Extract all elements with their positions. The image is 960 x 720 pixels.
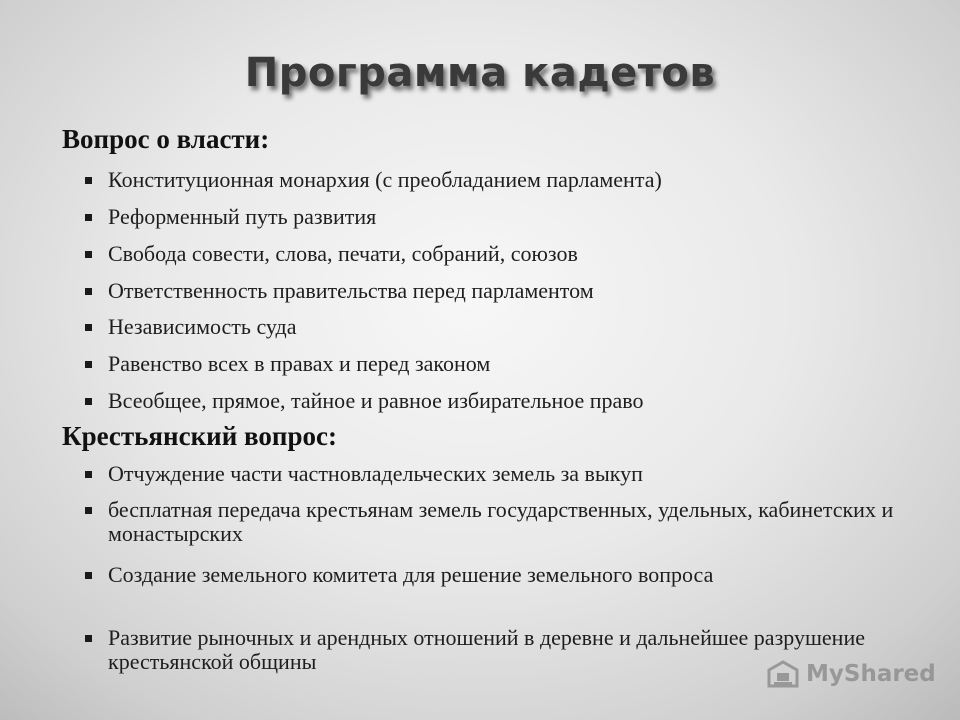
- list-item: [108, 279, 898, 303]
- section-heading-peasant: Крестьянский вопрос:: [62, 421, 337, 451]
- bullet-icon: [85, 572, 92, 579]
- list-item-text: Всеобщее, прямое, тайное и равное избирательное право: [108, 388, 644, 413]
- bullet-icon: [85, 177, 92, 184]
- bullet-icon: [85, 507, 92, 514]
- list-item-text: Отчуждение части частновладельческих земель за выкуп: [108, 461, 643, 486]
- list-item-text: Конституционная монархия (с преобладанием парламента): [108, 167, 662, 192]
- bullet-icon: [85, 288, 92, 295]
- bullet-icon: [85, 398, 92, 405]
- slide-title: Программа кадетов: [244, 50, 716, 96]
- list-item-text: Свобода совести, слова, печати, собраний, союзов: [108, 241, 578, 266]
- list-item: [108, 352, 898, 376]
- list-item: [108, 389, 898, 413]
- list-item-text: бесплатная передача крестьянам земель государственных, удельных, кабинетских и монастырских: [108, 497, 894, 546]
- bullet-icon: [85, 214, 92, 221]
- bullet-icon: [85, 251, 92, 258]
- list-item: [108, 205, 898, 229]
- list-item-text: Равенство всех в правах и перед законом: [108, 351, 491, 376]
- list-item: [108, 315, 898, 339]
- list-item-text: Независимость суда: [108, 314, 297, 339]
- list-item-text: Ответственность правительства перед парламентом: [108, 278, 594, 303]
- list-item: [108, 563, 898, 587]
- watermark: [766, 656, 936, 692]
- bullet-icon: [85, 324, 92, 331]
- list-item: [108, 462, 898, 486]
- list-item-text: Создание земельного комитета для решение земельного вопроса: [108, 562, 714, 587]
- list-item: [108, 168, 898, 192]
- list-item-text: Развитие рыночных и арендных отношений в деревне и дальнейшее разрушение крестьянской общины: [108, 625, 865, 674]
- section-heading-power: Вопрос о власти:: [62, 124, 270, 154]
- list-item: [108, 242, 898, 266]
- list-item-text: Реформенный путь развития: [108, 204, 377, 229]
- list-item: [108, 498, 898, 546]
- myshared-logo-icon: [766, 658, 800, 690]
- bullet-icon: [85, 471, 92, 478]
- watermark-text: MyShared: [806, 661, 936, 687]
- bullet-icon: [85, 361, 92, 368]
- bullet-icon: [85, 635, 92, 642]
